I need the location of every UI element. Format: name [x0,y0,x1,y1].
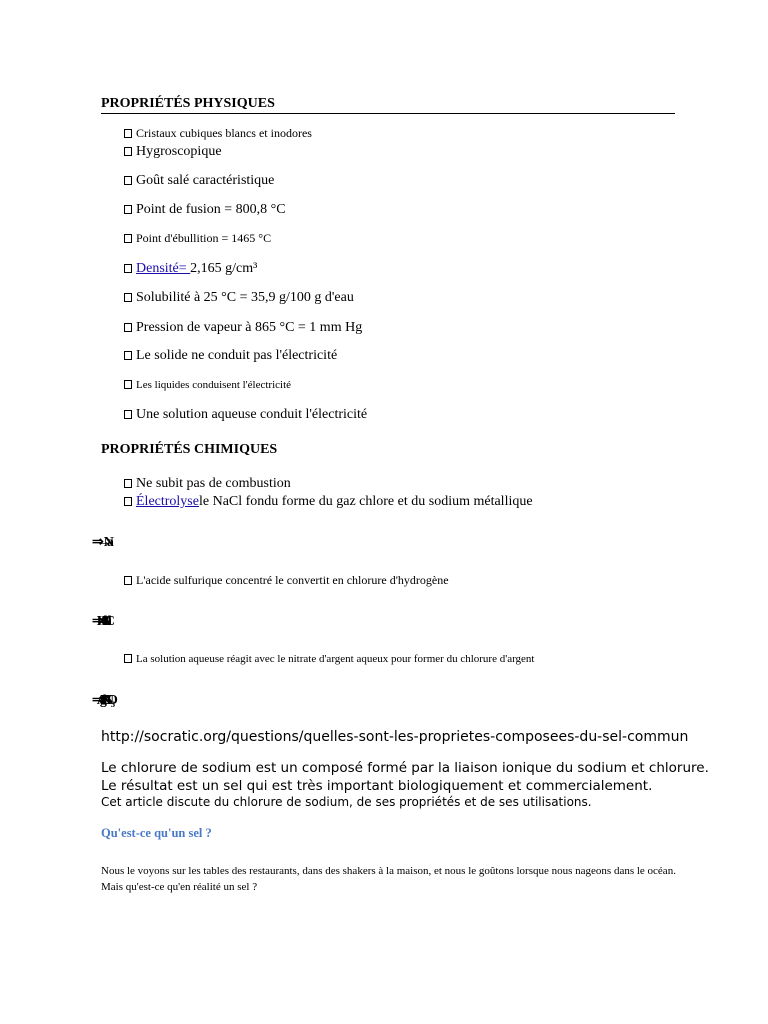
bullet-box-icon [124,234,132,243]
bullet-box-icon [124,129,132,138]
chemical-properties-heading: PROPRIÉTÉS CHIMIQUES [101,442,278,457]
list-item: Ne subit pas de combustion [124,476,291,492]
list-item: L'acide sulfurique concentré le convertit en chlorure d'hydrogène [124,573,449,588]
intro-small-text: Cet article discute du chlorure de sodium, de ses propriétés et de ses utilisations. [101,795,592,809]
bullet-box-icon [124,293,132,302]
reaction-formula: ⇒HCl+NaCl [92,614,105,629]
list-item: Solubilité à 25 °C = 35,9 g/100 g d'eau [124,290,354,306]
list-item: Point d'ébullition = 1465 °C [124,231,271,246]
list-item: Goût salé caractéristique [124,173,274,189]
bullet-box-icon [124,497,132,506]
list-item: Le solide ne conduit pas l'électricité [124,348,337,364]
question-paragraph: Nous le voyons sur les tables des restaurants, dans des shakers à la maison, et nous le goûtons lorsque nous nageons dans le océan. Mais qu'est-ce qu'en réalité un sel ? [101,865,676,893]
physical-properties-heading: PROPRIÉTÉS PHYSIQUES [101,96,675,114]
source-url[interactable]: http://socratic.org/questions/quelles-sont-les-proprietes-composees-du-sel-commun [101,729,689,745]
bullet-box-icon [124,380,132,389]
bullet-box-icon [124,654,132,663]
bullet-box-icon [124,147,132,156]
list-item: Électrolysele NaCl fondu forme du gaz chlore et du sodium métallique [124,494,533,510]
bullet-box-icon [124,205,132,214]
bullet-box-icon [124,410,132,419]
list-item: Point de fusion = 800,8 °C [124,202,286,218]
reaction-formula: ⇒→Na [92,535,107,550]
reaction-formula: ⇒AgCl+NaNO₃ [92,693,109,708]
bullet-box-icon [124,576,132,585]
electrolysis-link[interactable]: Électrolyse [136,494,199,509]
density-link[interactable]: Densité= [136,261,191,276]
bullet-box-icon [124,479,132,488]
list-item: Hygroscopique [124,144,222,160]
bullet-box-icon [124,323,132,332]
intro-paragraph: Le chlorure de sodium est un composé formé par la liaison ionique du sodium et chlorure. Le résultat est un sel qui est très important biologiquement et commercialement. [101,760,709,794]
list-item: Les liquides conduisent l'électricité [124,379,291,391]
list-item: La solution aqueuse réagit avec le nitrate d'argent aqueux pour former du chlorure d'argent [124,653,535,665]
section-heading: Qu'est-ce qu'un sel ? [101,826,212,840]
bullet-box-icon [124,264,132,273]
bullet-box-icon [124,176,132,185]
list-item: Pression de vapeur à 865 °C = 1 mm Hg [124,320,362,336]
list-item: Cristaux cubiques blancs et inodores [124,126,312,141]
list-item: Densité= 2,165 g/cm³ [124,261,257,277]
list-item: Une solution aqueuse conduit l'électricité [124,407,367,423]
bullet-box-icon [124,351,132,360]
